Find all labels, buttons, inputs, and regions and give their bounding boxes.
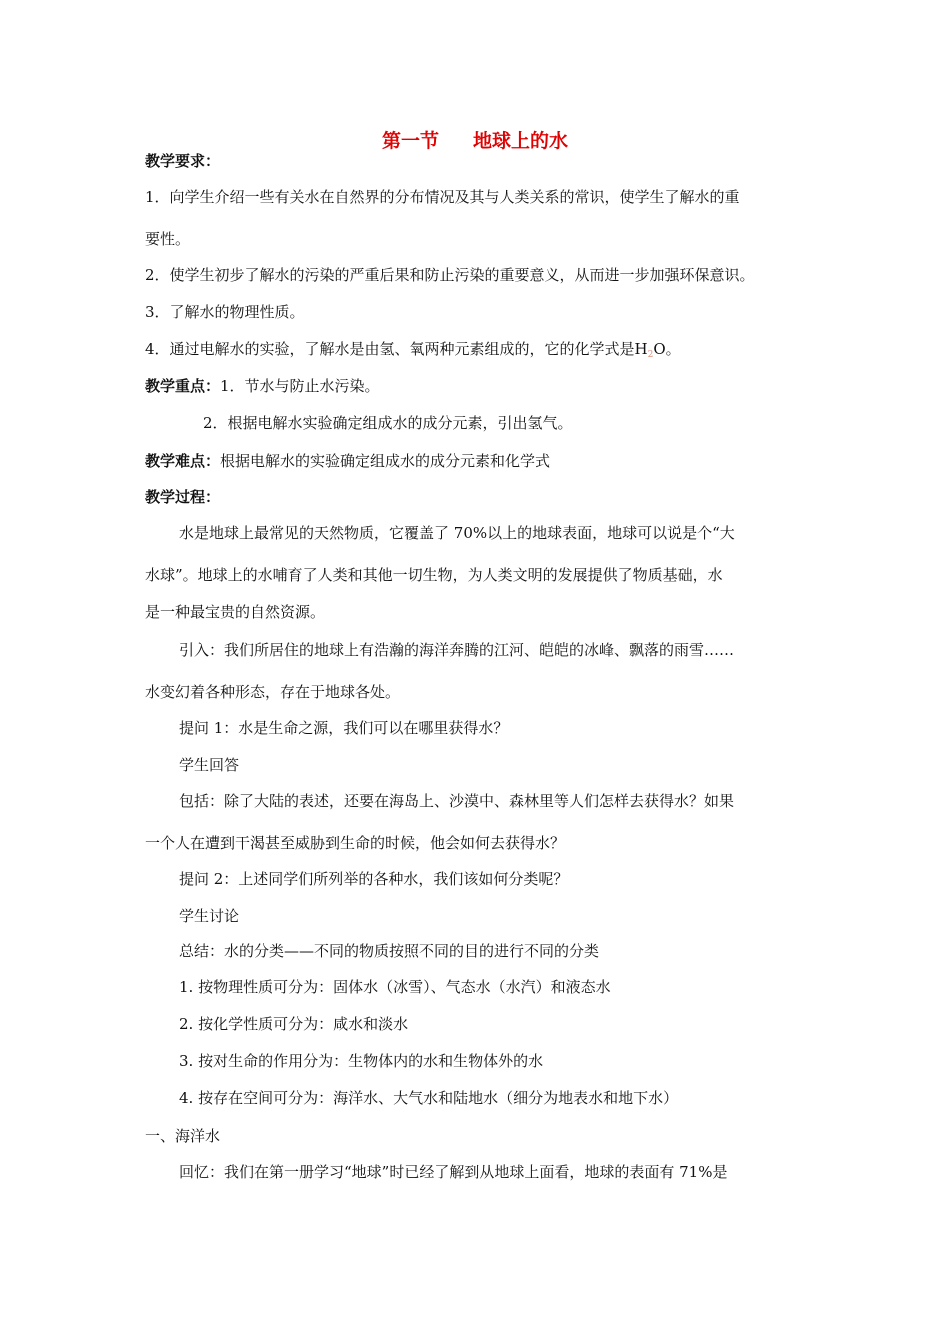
requirement-3: 3．了解水的物理性质。 [145,303,305,321]
question-2: 提问 2：上述同学们所列举的各种水，我们该如何分类呢？ [179,870,569,888]
paragraph-1a: 水是地球上最常见的天然物质，它覆盖了 70%以上的地球表面，地球可以说是个“大 [179,524,735,542]
requirement-4 [145,339,681,365]
key-point-2: 2．根据电解水实验确定组成水的成分元素，引出氢气。 [203,414,573,432]
paragraph-1c: 是一种最宝贵的自然资源。 [145,603,326,621]
requirement-4-text: 4．通过电解水的实验，了解水是由氢、氧两种元素组成的，它的化学式是 [145,340,635,358]
paragraph-3a: 包括：除了大陆的表述，还要在海岛上、沙漠中、森林里等人们怎样去获得水？如果 [179,792,735,810]
requirement-1a: 1．向学生介绍一些有关水在自然界的分布情况及其与人类关系的常识，使学生了解水的重 [145,188,740,206]
key-points-line [145,376,380,396]
formula-h: H [634,340,648,358]
key-point-1: 1．节水与防止水污染。 [220,377,380,395]
difficulties-line [145,451,550,471]
classification-4: 4. 按存在空间可分为：海洋水、大气水和陆地水（细分为地表水和地下水） [179,1089,679,1107]
recall-paragraph: 回忆：我们在第一册学习“地球”时已经了解到从地球上面看，地球的表面有 71%是 [179,1163,728,1181]
difficulties-heading: 教学难点： [145,452,221,470]
summary: 总结：水的分类——不同的物质按照不同的目的进行不同的分类 [179,942,600,960]
requirement-1b: 要性。 [145,230,191,248]
classification-2: 2. 按化学性质可分为：咸水和淡水 [179,1015,409,1033]
key-points-heading: 教学重点： [145,377,221,395]
requirement-2: 2．使学生初步了解水的污染的严重后果和防止污染的重要意义，从而进一步加强环保意识。 [145,266,755,284]
paragraph-2b: 水变幻着各种形态，存在于地球各处。 [145,683,401,701]
classification-3: 3. 按对生命的作用分为：生物体内的水和生物体外的水 [179,1052,544,1070]
section-heading-ocean: 一、海洋水 [145,1127,221,1145]
process-heading: 教学过程： [145,488,221,506]
paragraph-2a: 引入：我们所居住的地球上有浩瀚的海洋奔腾的江河、皑皑的冰峰、飘落的雨雪…… [179,641,735,659]
student-discussion: 学生讨论 [179,907,240,925]
paragraph-3b: 一个人在遭到干渴甚至威胁到生命的时候，他会如何去获得水？ [145,834,566,852]
question-1: 提问 1：水是生命之源，我们可以在哪里获得水？ [179,719,509,737]
title-section: 第一节 [381,130,439,152]
student-answer: 学生回答 [179,756,240,774]
title-topic: 地球上的水 [473,130,569,152]
formula-o: O。 [653,340,681,358]
requirements-heading: 教学要求： [145,152,221,170]
paragraph-1b: 水球”。地球上的水哺育了人类和其他一切生物，为人类文明的发展提供了物质基础，水 [145,566,723,584]
formula-subscript: 2 [647,350,654,360]
page-title [0,126,950,153]
classification-1: 1. 按物理性质可分为：固体水（冰雪）、气态水（水汽）和液态水 [179,978,611,996]
difficulties-text: 根据电解水的实验确定组成水的成分元素和化学式 [220,452,551,470]
